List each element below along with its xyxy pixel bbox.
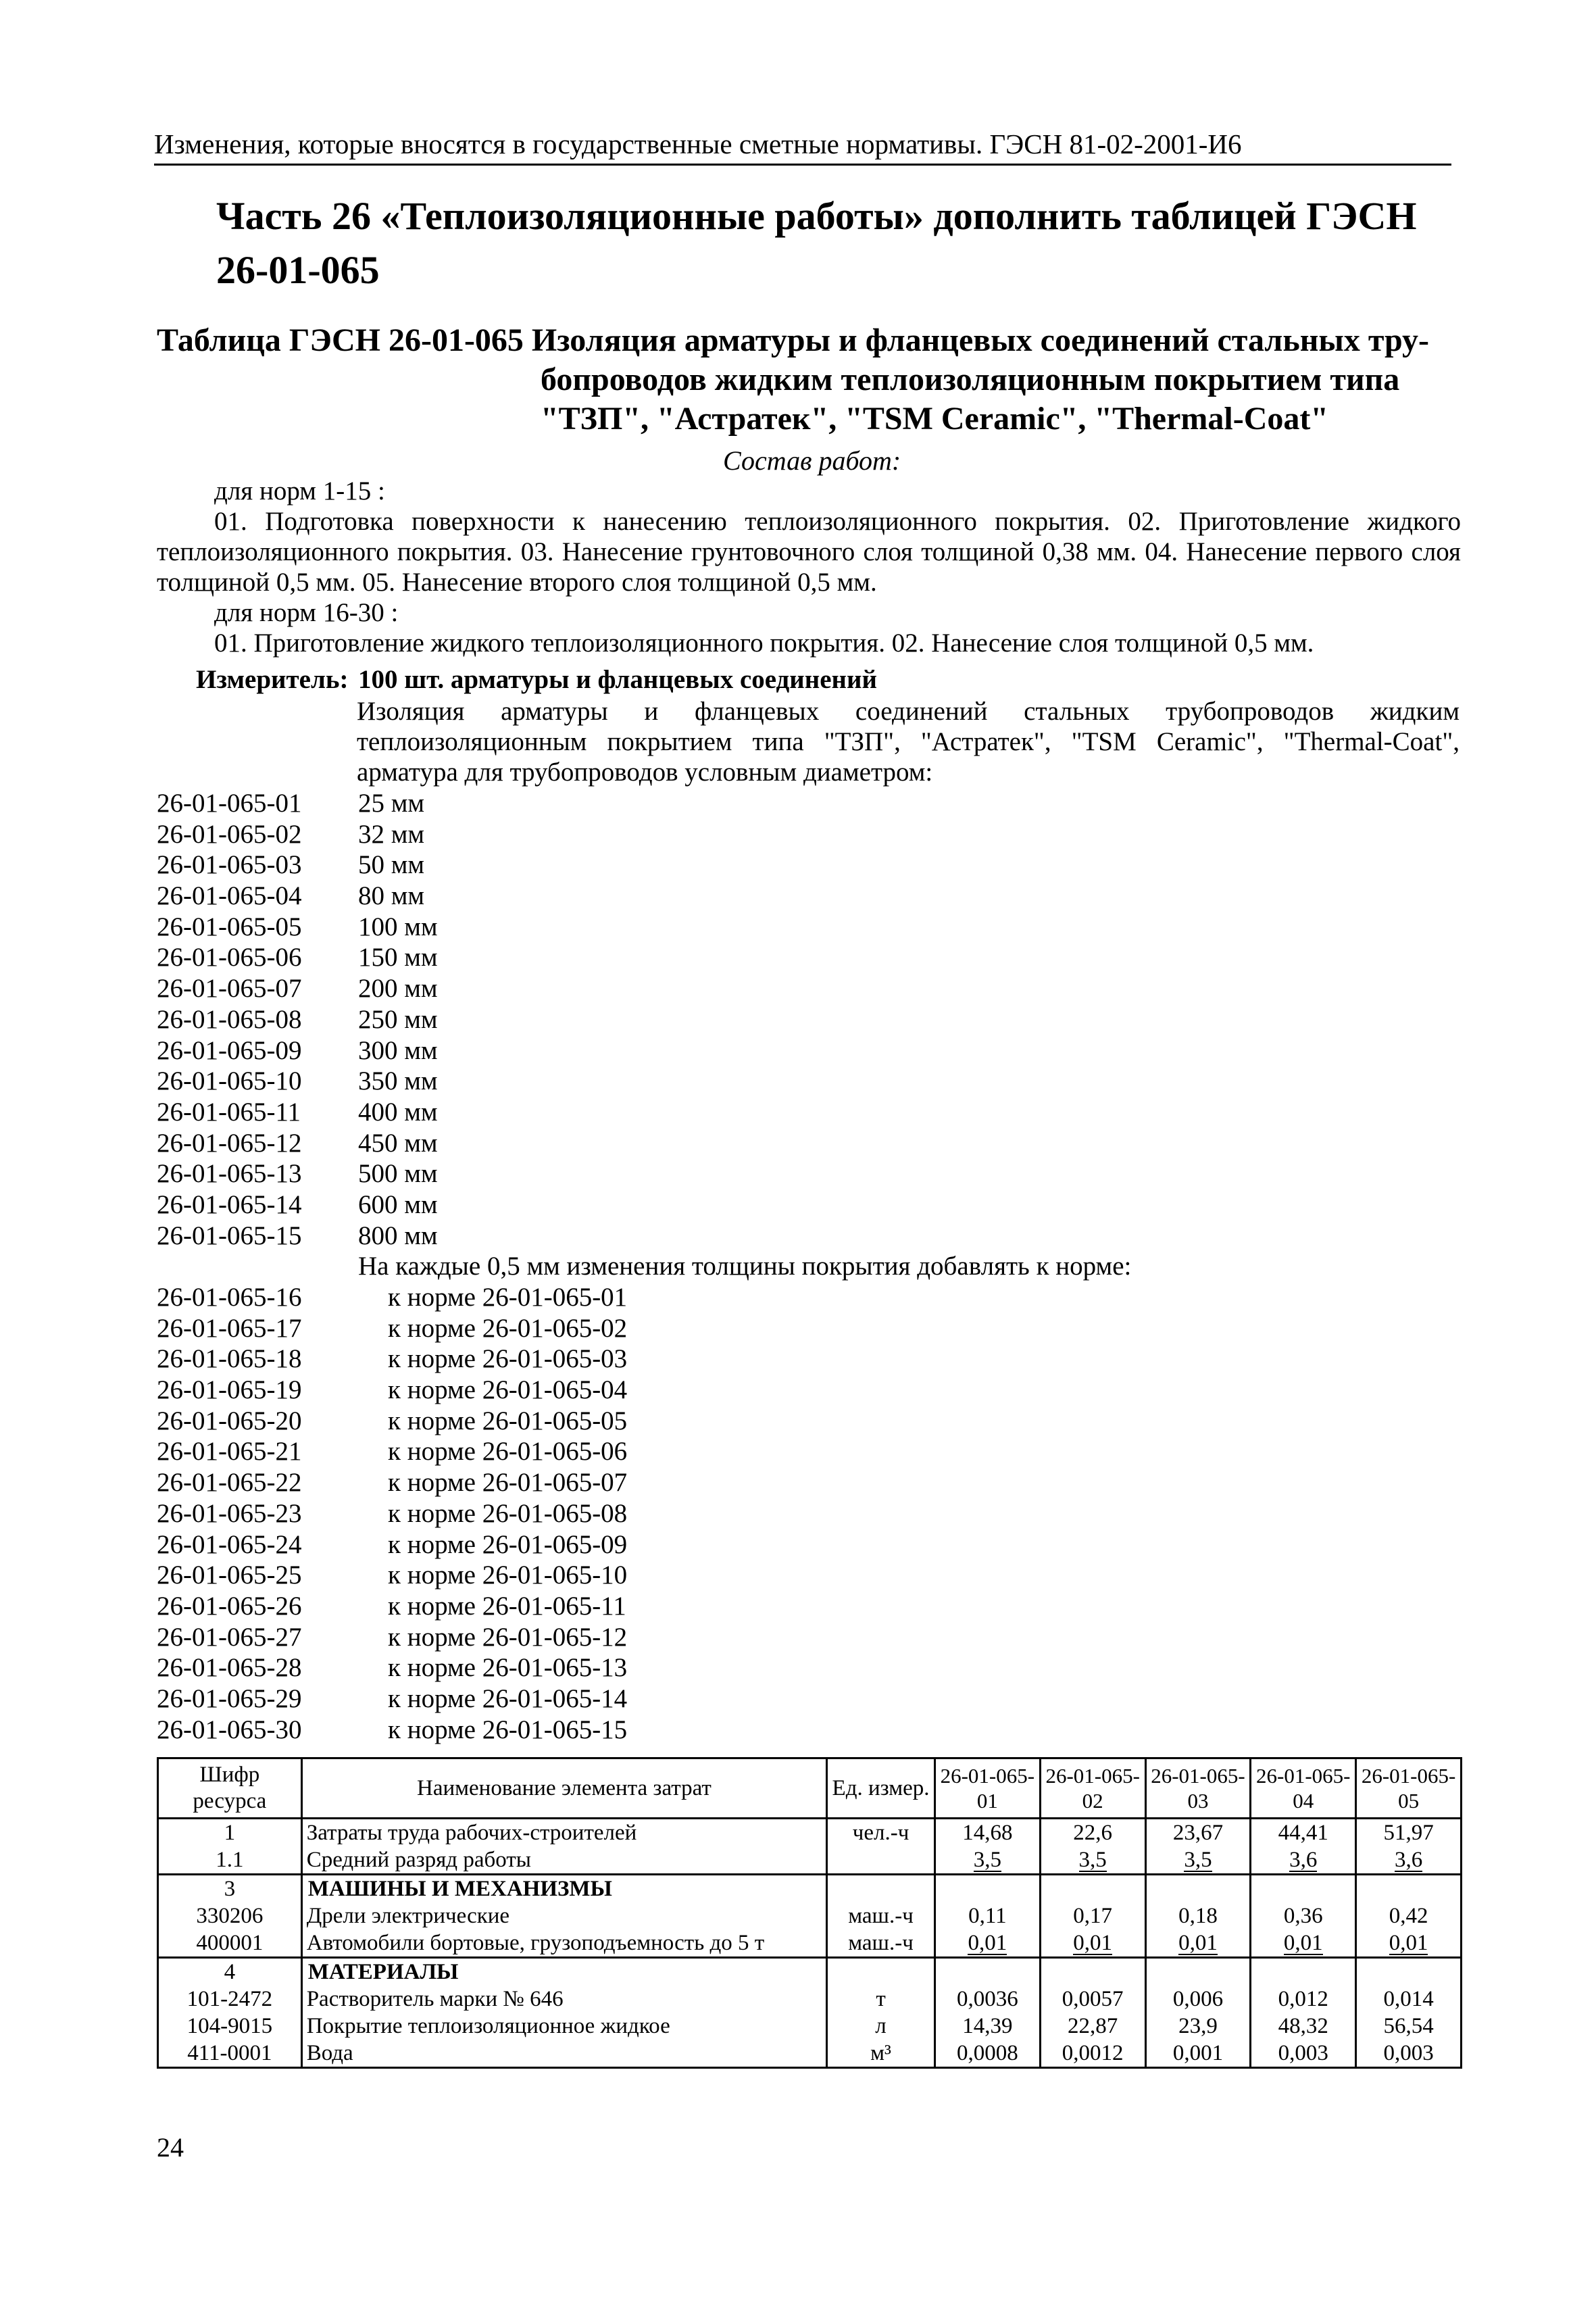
header-name: Наименование элемента затрат — [301, 1758, 826, 1819]
measure-value: 100 шт. арматуры и фланцевых соединений — [358, 665, 877, 694]
norm-description: к норме 26-01-065-06 — [388, 1437, 628, 1467]
cell-value-text: 0,001 — [1172, 2040, 1224, 2065]
norm-description: 150 мм — [358, 943, 438, 973]
cell-value-text: 0,003 — [1278, 2040, 1328, 2065]
norm-row — [157, 850, 1441, 881]
cell-value — [1145, 2040, 1251, 2068]
cell-value — [1145, 1846, 1251, 1875]
cell-value-text: 0,01 — [1389, 1930, 1428, 1955]
cell-value — [1251, 1958, 1356, 1986]
norm-code-list — [157, 788, 1441, 1745]
cell-code: 4 — [158, 1958, 302, 1986]
resource-table — [157, 1757, 1462, 2069]
cell-unit-text: т — [876, 1986, 886, 2011]
header-code: Шифр ресурса — [158, 1758, 302, 1819]
norm-row — [157, 942, 1441, 973]
cell-unit — [827, 1846, 935, 1875]
norm-description: к норме 26-01-065-05 — [388, 1406, 628, 1435]
norm-description: 100 мм — [358, 912, 438, 941]
norm-row — [157, 1375, 1441, 1406]
norm-code: 26-01-065-27 — [157, 1622, 302, 1652]
cell-unit-text: маш.-ч — [848, 1930, 914, 1955]
cell-code: 3 — [158, 1875, 302, 1903]
header-norm-4: 26-01-065-04 — [1251, 1758, 1356, 1819]
cell-value-text: 0,014 — [1383, 1986, 1434, 2011]
header-unit: Ед. измер. — [827, 1758, 935, 1819]
works-group2-text: 01. Приготовление жидкого теплоизоляционного покрытия. 02. Нанесение слоя толщиной 0,5 мм. — [214, 629, 1314, 658]
norm-row — [157, 1035, 1441, 1066]
norm-code: 26-01-065-20 — [157, 1406, 302, 1435]
norm-row — [157, 1715, 1441, 1746]
norm-row — [157, 819, 1441, 850]
cell-value — [1040, 1875, 1145, 1903]
cell-value-text: 0,36 — [1283, 1903, 1323, 1928]
cell-name: МАТЕРИАЛЫ — [301, 1958, 826, 1986]
measure-line — [196, 664, 877, 695]
measure-description: Изоляция арматуры и фланцевых соединений стальных трубопроводов жидким теплоизоляционным покрытием типа "ТЗП", "Астратек", "TSM Ceramic", "Thermal-Coat", арматура для трубопроводов условным диаметром: — [357, 697, 1460, 787]
works-group2-label: для норм 16-30 : — [214, 598, 399, 627]
cell-value-text: 0,012 — [1278, 1986, 1328, 2011]
norm-description: 450 мм — [358, 1128, 438, 1158]
norm-row — [157, 1344, 1441, 1375]
cell-unit-text: л — [875, 2013, 887, 2038]
cell-value — [1251, 1986, 1356, 2013]
cell-code: 101-2472 — [158, 1986, 302, 2013]
norm-description: к норме 26-01-065-01 — [388, 1283, 628, 1312]
norm-description: 350 мм — [358, 1066, 438, 1096]
norm-code: 26-01-065-09 — [157, 1035, 302, 1065]
cell-value — [934, 1929, 1040, 1958]
cell-unit-text: м³ — [870, 2040, 891, 2065]
norm-row — [157, 1066, 1441, 1097]
cell-unit — [827, 2040, 935, 2068]
norm-row — [157, 973, 1441, 1004]
norm-row — [157, 1591, 1441, 1622]
norm-row — [157, 881, 1441, 912]
cell-value-text: 0,01 — [968, 1930, 1007, 1955]
norm-code: 26-01-065-05 — [157, 912, 302, 941]
norm-description: к норме 26-01-065-04 — [388, 1375, 628, 1405]
norm-code: 26-01-065-22 — [157, 1468, 302, 1498]
norm-code: 26-01-065-01 — [157, 789, 302, 818]
norm-code: 26-01-065-17 — [157, 1313, 302, 1343]
norm-code: 26-01-065-07 — [157, 974, 302, 1004]
cell-value — [1356, 2013, 1462, 2040]
norm-row — [157, 912, 1441, 943]
table-title-line-2: бопроводов жидким теплоизоляционным покрытием типа — [541, 362, 1400, 397]
add-note: На каждые 0,5 мм изменения толщины покрытия добавлять к норме: — [358, 1252, 1132, 1281]
cell-value — [934, 1986, 1040, 2013]
table-row — [158, 1875, 1462, 1903]
cell-value — [934, 1902, 1040, 1929]
norm-row — [157, 1529, 1441, 1560]
cell-value-text: 22,6 — [1073, 1820, 1113, 1845]
cell-unit — [827, 1986, 935, 2013]
table-row — [158, 1986, 1462, 2013]
cell-code: 411-0001 — [158, 2040, 302, 2068]
cell-value — [1251, 2013, 1356, 2040]
cell-value — [934, 1875, 1040, 1903]
cell-value-text: 0,0012 — [1062, 2040, 1124, 2065]
norm-row — [157, 1560, 1441, 1591]
norm-row — [157, 1313, 1441, 1344]
norm-description: 32 мм — [358, 819, 425, 849]
cell-unit — [827, 2013, 935, 2040]
table-row — [158, 1902, 1462, 1929]
cell-value — [1145, 1875, 1251, 1903]
norm-row — [157, 1004, 1441, 1035]
cell-value-text: 0,11 — [968, 1903, 1007, 1928]
norm-description: к норме 26-01-065-13 — [388, 1653, 628, 1683]
table-row — [158, 1846, 1462, 1875]
cell-value — [1145, 1958, 1251, 1986]
cell-value — [934, 2040, 1040, 2068]
norm-description: к норме 26-01-065-10 — [388, 1560, 628, 1590]
norm-row — [157, 1683, 1441, 1715]
norm-description: к норме 26-01-065-12 — [388, 1622, 628, 1652]
norm-description: к норме 26-01-065-09 — [388, 1529, 628, 1559]
cell-value — [1356, 1846, 1462, 1875]
norm-row — [157, 1282, 1441, 1313]
cell-value — [1251, 2040, 1356, 2068]
cell-value — [1040, 1958, 1145, 1986]
norm-code: 26-01-065-13 — [157, 1159, 302, 1189]
table-row — [158, 2013, 1462, 2040]
cell-value-text: 0,0057 — [1062, 1986, 1124, 2011]
cell-value — [1356, 1929, 1462, 1958]
cell-value-text: 0,0008 — [956, 2040, 1018, 2065]
norm-row — [157, 1189, 1441, 1221]
norm-code: 26-01-065-06 — [157, 943, 302, 973]
norm-description: 400 мм — [358, 1097, 438, 1127]
cell-value — [1356, 1986, 1462, 2013]
cell-value-text: 0,17 — [1073, 1903, 1113, 1928]
norm-description: к норме 26-01-065-02 — [388, 1313, 628, 1343]
norm-code: 26-01-065-15 — [157, 1221, 302, 1250]
norm-description: 300 мм — [358, 1035, 438, 1065]
cell-code: 104-9015 — [158, 2013, 302, 2040]
cell-value — [1145, 1929, 1251, 1958]
cell-value — [1251, 1846, 1356, 1875]
cell-value — [1040, 1846, 1145, 1875]
cell-value-text: 3,6 — [1394, 1847, 1423, 1872]
cell-value — [1356, 2040, 1462, 2068]
resource-table-body — [158, 1819, 1462, 2068]
norm-code: 26-01-065-19 — [157, 1375, 302, 1405]
norm-description: 800 мм — [358, 1221, 438, 1250]
measure-label: Измеритель: — [196, 665, 349, 694]
norm-row — [157, 1128, 1441, 1159]
cell-value — [1040, 1986, 1145, 2013]
cell-value-text: 0,01 — [1178, 1930, 1218, 1955]
norm-code: 26-01-065-26 — [157, 1591, 302, 1621]
cell-value — [1356, 1958, 1462, 1986]
norm-row — [157, 1158, 1441, 1189]
header-norm-3: 26-01-065-03 — [1145, 1758, 1251, 1819]
cell-value-text: 3,5 — [973, 1847, 1001, 1872]
cell-unit — [827, 1902, 935, 1929]
table-title — [157, 321, 1441, 439]
norm-code: 26-01-065-08 — [157, 1004, 302, 1034]
cell-unit — [827, 1958, 935, 1986]
cell-value — [1145, 1986, 1251, 2013]
cell-value — [1040, 2040, 1145, 2068]
cell-name: Растворитель марки № 646 — [301, 1986, 826, 2013]
norm-row — [157, 1467, 1441, 1498]
cell-unit — [827, 1929, 935, 1958]
cell-name: Автомобили бортовые, грузоподъемность до 5 т — [301, 1929, 826, 1958]
cell-value-text: 0,0036 — [956, 1986, 1018, 2011]
norm-description: 200 мм — [358, 974, 438, 1004]
header-norm-2: 26-01-065-02 — [1040, 1758, 1145, 1819]
table-title-line-3: "ТЗП", "Астратек", "TSM Ceramic", "Thermal-Coat" — [541, 401, 1328, 437]
norm-code: 26-01-065-21 — [157, 1437, 302, 1467]
cell-value-text: 3,6 — [1289, 1847, 1318, 1872]
cell-value — [934, 1819, 1040, 1847]
cell-value — [1251, 1929, 1356, 1958]
norm-code: 26-01-065-10 — [157, 1066, 302, 1096]
cell-value — [1040, 2013, 1145, 2040]
norm-row — [157, 1436, 1441, 1467]
norm-code: 26-01-065-30 — [157, 1715, 302, 1744]
norm-description: к норме 26-01-065-03 — [388, 1344, 628, 1374]
cell-value-text: 22,87 — [1068, 2013, 1118, 2038]
cell-value — [1040, 1819, 1145, 1847]
norm-code: 26-01-065-14 — [157, 1189, 302, 1219]
norm-description: к норме 26-01-065-07 — [388, 1468, 628, 1498]
cell-value — [1356, 1902, 1462, 1929]
table-row — [158, 2040, 1462, 2068]
cell-value — [934, 1958, 1040, 1986]
norm-description: к норме 26-01-065-11 — [388, 1591, 626, 1621]
cell-value-text: 0,01 — [1283, 1930, 1323, 1955]
cell-unit-text: чел.-ч — [852, 1820, 909, 1845]
cell-unit — [827, 1819, 935, 1847]
cell-name: Покрытие теплоизоляционное жидкое — [301, 2013, 826, 2040]
cell-value — [1040, 1929, 1145, 1958]
cell-code: 1.1 — [158, 1846, 302, 1875]
page-number: 24 — [157, 2132, 184, 2163]
cell-code: 330206 — [158, 1902, 302, 1929]
cell-value-text: 14,68 — [962, 1820, 1013, 1845]
header-norm-1: 26-01-065-01 — [934, 1758, 1040, 1819]
part-title: Часть 26 «Теплоизоляционные работы» дополнить таблицей ГЭСН 26-01-065 — [216, 194, 1417, 292]
norm-description: 50 мм — [358, 850, 425, 880]
cell-name: МАШИНЫ И МЕХАНИЗМЫ — [301, 1875, 826, 1903]
cell-value-text: 14,39 — [962, 2013, 1013, 2038]
works-description — [157, 476, 1461, 658]
norm-row — [157, 1221, 1441, 1252]
norm-row — [157, 1652, 1441, 1683]
norm-description: к норме 26-01-065-14 — [388, 1683, 628, 1713]
norm-row — [157, 1406, 1441, 1437]
cell-name: Средний разряд работы — [301, 1846, 826, 1875]
norm-code: 26-01-065-18 — [157, 1344, 302, 1374]
cell-value — [1145, 2013, 1251, 2040]
cell-name: Вода — [301, 2040, 826, 2068]
cell-name: Затраты труда рабочих-строителей — [301, 1819, 826, 1847]
table-row — [158, 1819, 1462, 1847]
norm-code: 26-01-065-04 — [157, 881, 302, 911]
norm-code: 26-01-065-03 — [157, 850, 302, 880]
norm-code: 26-01-065-16 — [157, 1283, 302, 1312]
cell-value-text: 3,5 — [1184, 1847, 1212, 1872]
cell-value — [1356, 1875, 1462, 1903]
cell-value — [1145, 1902, 1251, 1929]
norm-code: 26-01-065-23 — [157, 1498, 302, 1528]
cell-value — [1145, 1819, 1251, 1847]
norm-code: 26-01-065-28 — [157, 1653, 302, 1683]
running-header: Изменения, которые вносятся в государственные сметные нормативы. ГЭСН 81-02-2001-И6 — [154, 127, 1451, 166]
cell-value — [1251, 1875, 1356, 1903]
norm-row — [157, 1498, 1441, 1529]
cell-value-text: 44,41 — [1278, 1820, 1328, 1845]
table-row — [158, 1958, 1462, 1986]
cell-value-text: 48,32 — [1278, 2013, 1328, 2038]
cell-code: 1 — [158, 1819, 302, 1847]
cell-value-text: 0,42 — [1389, 1903, 1428, 1928]
norm-row — [157, 1622, 1441, 1653]
cell-name: Дрели электрические — [301, 1902, 826, 1929]
cell-value-text: 0,18 — [1178, 1903, 1218, 1928]
cell-value-text: 23,67 — [1172, 1820, 1224, 1845]
norm-row — [157, 1097, 1441, 1128]
norm-code: 26-01-065-11 — [157, 1097, 301, 1127]
add-norms-list — [157, 1282, 1441, 1745]
norms-list — [157, 788, 1441, 1251]
norm-description: к норме 26-01-065-08 — [388, 1498, 628, 1528]
norm-code: 26-01-065-29 — [157, 1683, 302, 1713]
norm-description: 500 мм — [358, 1159, 438, 1189]
cell-value-text: 56,54 — [1383, 2013, 1434, 2038]
cell-value-text: 0,01 — [1073, 1930, 1113, 1955]
norm-row — [157, 788, 1441, 819]
norm-description: 250 мм — [358, 1004, 438, 1034]
norm-description: 80 мм — [358, 881, 425, 911]
header-norm-5: 26-01-065-05 — [1356, 1758, 1462, 1819]
cell-value-text: 0,006 — [1172, 1986, 1224, 2011]
cell-code: 400001 — [158, 1929, 302, 1958]
cell-unit — [827, 1875, 935, 1903]
cell-value — [1251, 1902, 1356, 1929]
table-title-line-1: Таблица ГЭСН 26-01-065 Изоляция арматуры и фланцевых соединений стальных тру- — [157, 322, 1430, 358]
norm-code: 26-01-065-24 — [157, 1529, 302, 1559]
norm-description: 600 мм — [358, 1189, 438, 1219]
cell-value — [934, 1846, 1040, 1875]
resource-table-header — [158, 1758, 1462, 1819]
works-group1-label: для норм 1-15 : — [214, 476, 385, 506]
cell-value — [934, 2013, 1040, 2040]
cell-value-text: 0,003 — [1383, 2040, 1434, 2065]
norm-code: 26-01-065-02 — [157, 819, 302, 849]
cell-value-text: 23,9 — [1178, 2013, 1218, 2038]
works-group1-text: 01. Подготовка поверхности к нанесению теплоизоляционного покрытия. 02. Приготовление жидкого теплоизоляционного покрытия. 03. Нанесение грунтовочного слоя толщиной 0,38 мм. 04. Нанесение первого слоя толщиной 0,5 мм. 05. Нанесение второго слоя толщиной 0,5 мм. — [157, 507, 1461, 597]
norm-code: 26-01-065-12 — [157, 1128, 302, 1158]
table-row — [158, 1929, 1462, 1958]
cell-value-text: 51,97 — [1383, 1820, 1434, 1845]
norm-description: 25 мм — [358, 789, 425, 818]
cell-value — [1040, 1902, 1145, 1929]
cell-unit-text: маш.-ч — [848, 1903, 914, 1928]
cell-value-text: 3,5 — [1078, 1847, 1107, 1872]
cell-value — [1251, 1819, 1356, 1847]
works-title: Состав работ: — [723, 445, 901, 476]
norm-description: к норме 26-01-065-15 — [388, 1715, 628, 1744]
norm-code: 26-01-065-25 — [157, 1560, 302, 1590]
cell-value — [1356, 1819, 1462, 1847]
